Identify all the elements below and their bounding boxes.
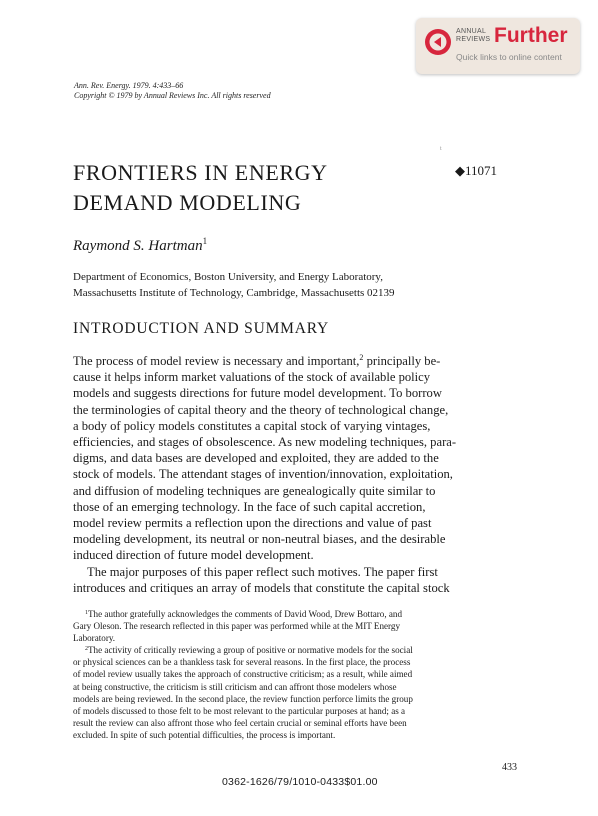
body-line: models and suggests directions for future model development. To borrow [73, 386, 442, 401]
footnote-line: Gary Oleson. The research reflected in this paper was performed while at the MIT Energy [73, 621, 401, 632]
footnote-line: result the review can also affront those who feel certain crucial or seminal efforts have been [73, 717, 407, 728]
footnote-line: or physical sciences can be a thankless task for several reasons. In the first place, the process [73, 657, 411, 668]
footnote-line: excluded. In spite of such potential difficulties, the process is important. [73, 729, 336, 740]
footer-code: 0362-1626/79/1010-0433$01.00 [222, 776, 378, 788]
body-line: stock of models. The attendant stages of invention/innovation, exploitation, [73, 467, 453, 482]
footnote-line: Laboratory. [73, 633, 116, 644]
body-line: modeling development, its neutral or non-neutral biases, and the desirable [73, 532, 446, 547]
body-text [73, 353, 525, 596]
body-line: cause it helps inform market valuations of the stock of available policy [73, 370, 431, 385]
body-line: The major purposes of this paper reflect such motives. The paper first [87, 564, 438, 579]
body-line: model review permits a reflection upon the directions and value of past [73, 516, 432, 531]
badge-further-label: Further [494, 24, 568, 47]
stray-mark: t [440, 146, 442, 152]
body-line: the terminologies of capital theory and the theory of technological change, [73, 402, 449, 417]
body-line: induced direction of future model development. [73, 548, 314, 563]
journal-citation: Ann. Rev. Energy. 1979. 4:433–66 Copyright © 1979 by Annual Reviews Inc. All rights reserved [74, 81, 271, 100]
annual-reviews-logo-icon [424, 28, 452, 56]
body-line: those of an emerging technology. In the face of such capital accretion, [73, 499, 426, 514]
page-number: 433 [502, 762, 517, 773]
footnotes [73, 608, 525, 741]
body-line: introduces and critiques an array of models that constitute the capital stock [73, 580, 450, 595]
author-affiliation: Department of Economics, Boston University, and Energy Laboratory, Massachusetts Institute of Technology, Cambridge, Massachusetts 02139 [73, 271, 395, 299]
further-badge[interactable] [416, 18, 580, 74]
article-id: ◆11071 [455, 163, 498, 178]
body-line: and diffusion of modeling techniques are genealogically quite similar to [73, 483, 436, 498]
body-line: digms, and data bases are developed and exploited, they are added to the [73, 451, 439, 466]
badge-annual-reviews-text: ANNUAL REVIEWS [456, 28, 491, 43]
body-line: The process of model review is necessary and important,$^2$ principally be- [73, 353, 441, 368]
article-title: FRONTIERS IN ENERGY DEMAND MODELING [73, 160, 328, 215]
footnote-line: of models discussed to those felt to be most relevant to the particular purposes at hand; as a [73, 705, 406, 716]
author-name: Raymond S. Hartman$^1$ [73, 236, 208, 254]
body-line: a body of policy models constitutes a capital stock of varying vintages, [73, 418, 431, 433]
footnote-line: models are being reviewed. In the second place, the review function perforce limits the group [73, 693, 413, 704]
footnote-line: at being constructive, the criticism is still criticism and can affront those modelers whose [73, 681, 397, 692]
footnote-line: $^2$The activity of critically reviewing a group of positive or normative models for the social [85, 645, 413, 656]
author-footnote-mark: 1 [202, 236, 208, 246]
section-heading: INTRODUCTION AND SUMMARY [73, 320, 330, 337]
footnote-line: $^1$The author gratefully acknowledges the comments of David Wood, Drew Bottaro, and [85, 609, 403, 619]
footnote-line: of model review usually takes the approach of constructive criticism; as a result, while aimed [73, 669, 413, 680]
badge-subtitle: Quick links to online content [456, 52, 562, 62]
body-line: efficiencies, and stages of obsolescence. As new modeling techniques, para- [73, 435, 457, 450]
